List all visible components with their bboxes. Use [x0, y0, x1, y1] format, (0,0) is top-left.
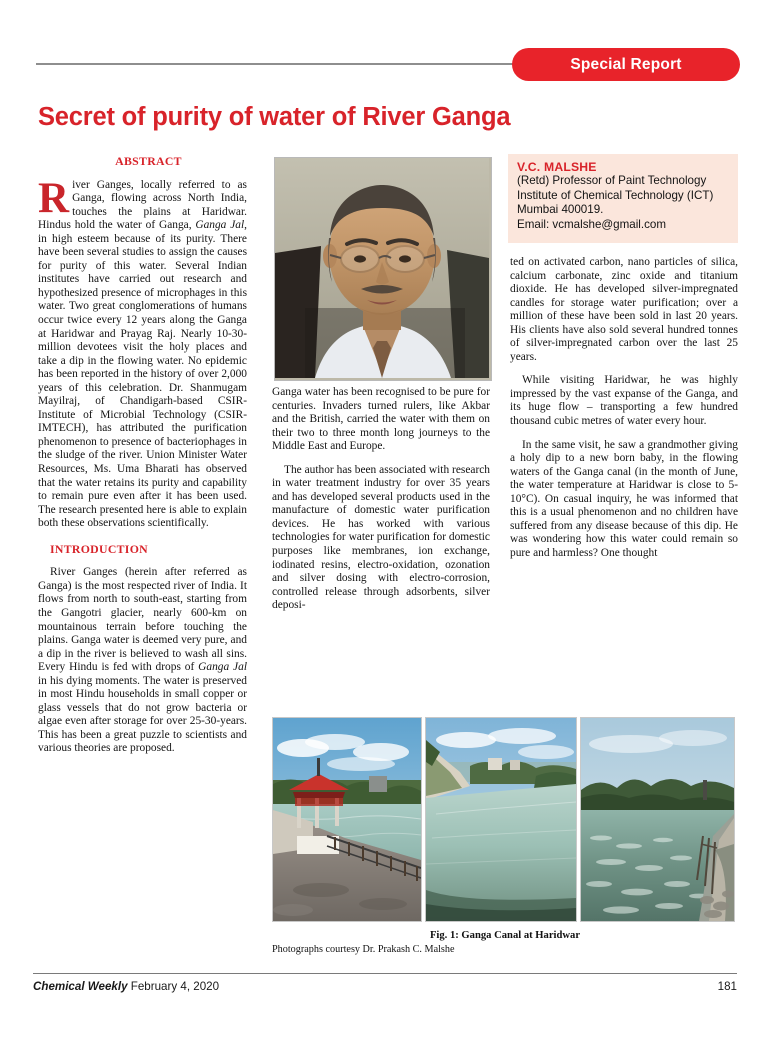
column2-paragraph-2: The author has been associated with research in water treatment industry for over 35 years and has developed several products used in the manufacture of domestic water purification devices. He has worked with various technologies for water purification for domestic purposes like membranes, ion exchange, iodinated resins, electro-oxidation, ozonation and silver dosing with electro-corrosion, controlled release through adsorbents, silver deposi- [272, 463, 490, 612]
column3-paragraph-3: In the same visit, he saw a grandmother giving a holy dip to a new born baby, in the flowing waters of the Ganga canal (in the month of June, the water temperature at Haridwar is close to 5-10°C). On casual inquiry, he was informed that this is a usual phenomenon and no children have suffered from any disease because of this dip. He was wondering how this water could remain so pure and harmless? One thought [510, 438, 738, 559]
page-title: Secret of purity of water of River Ganga [38, 103, 511, 131]
special-report-badge-label: Special Report [570, 55, 682, 73]
introduction-paragraph-1: River Ganges (herein after referred as Ganga) is the most respected river of India. It flows from north to south-east, starting from the Gangotri glacier, nearly 600-km on mountainous terrain before touching the plains. Ganga water is deemed very pure, and a dip in the river is believed to wash all sins. Every Hindu is fed with drops of Ganga Jal in his dying moments. The water is preserved in most Hindu households in small copper or glass vessels that do not grow bacteria or algae even after storage for over 25-30-years. This has been a great puzzle to scientists and various theories are proposed. [38, 566, 247, 755]
author-email-line[interactable]: Email: vcmalshe@gmail.com [517, 217, 666, 231]
canal-photo-left [272, 717, 422, 922]
figure-photo-strip [272, 717, 738, 922]
footer-page-number: 181 [717, 980, 737, 993]
figure-caption: Fig. 1: Ganga Canal at Haridwar [429, 930, 581, 941]
footer-publication [33, 980, 219, 993]
canal-photo-right-graphic [581, 718, 734, 921]
abstract-heading: ABSTRACT [115, 154, 182, 168]
footer-rule [33, 973, 737, 974]
column-left [38, 155, 247, 756]
author-info-box [508, 154, 738, 243]
author-institute-line: Institute of Chemical Technology (ICT) [517, 188, 714, 202]
column3-paragraph-2: While visiting Haridwar, he was highly impressed by the vast expanse of the Ganga, and its huge flow – transporting a few hundred thousand cubic metres of water every hour. [510, 374, 738, 428]
author-portrait-photo [274, 157, 492, 381]
footer-date: February 4, 2020 [130, 980, 220, 993]
introduction-heading: INTRODUCTION [50, 541, 148, 556]
column-middle [272, 386, 490, 613]
photo-credit: Photographs courtesy Dr. Prakash C. Malshe [272, 944, 455, 955]
column-right [510, 256, 738, 560]
canal-photo-left-graphic [273, 718, 421, 921]
canal-photo-middle [425, 717, 577, 922]
author-title-line: (Retd) Professor of Paint Technology [517, 174, 707, 188]
canal-photo-middle-graphic [426, 718, 576, 921]
column3-paragraph-1: ted on activated carbon, nano particles of silica, calcium carbonate, zinc oxide and titanium dioxide. He has developed silver-impregnated candles for storage water purification; over a million of these have been sold in last 20 years. His clients have also sold several hundred tonnes of silver-impregnated carbon over the last 25 years. [510, 256, 738, 363]
special-report-badge [512, 48, 740, 81]
author-name: V.C. MALSHE [517, 160, 597, 174]
header-rule [36, 63, 564, 65]
column-spacer [38, 531, 247, 543]
canal-photo-right [580, 717, 735, 922]
footer-brand: Chemical Weekly [33, 980, 128, 993]
author-city-line: Mumbai 400019. [517, 203, 604, 217]
column2-paragraph-1: Ganga water has been recognised to be pure for centuries. Invaders turned rulers, like Akbar and the British, carried the water with them on their two to three month long journeys to the Middle East and Europe. [272, 386, 490, 453]
abstract-body: River Ganges, locally referred to as Ganga, flowing across North India, touches the plains at Haridwar. Hindus hold the water of Ganga, Ganga Jal, in high esteem because of its purity. There have been several studies to assign the causes for purity of this water. Several Indian institutes have carried out research and hypothesized presence of microphages in this water. Two great conglomerations of humans occur twice every 12 years along the Ganga at Haridwar and Prayag Raj. Nearly 10-30-million devotees visit the holy places and take a dip in the flowing water. No epidemic has been reported in the history of over 2,000 years of this celebration. Dr. Shanmugam Mayilraj, of Chandigarh-based CSIR-Institute of Microbial Technology (CSIR-IMTECH), has attributed the purification phenomenon to presence of bacteriophages in the sludge of the river. Union Minister Water Resources, Ms. Uma Bharati has observed that the water retains its purity and capability to remain pure even after it has been used. The research presented here is able to explain both these observations scientifically. [38, 174, 247, 530]
portrait-graphic [275, 158, 489, 378]
